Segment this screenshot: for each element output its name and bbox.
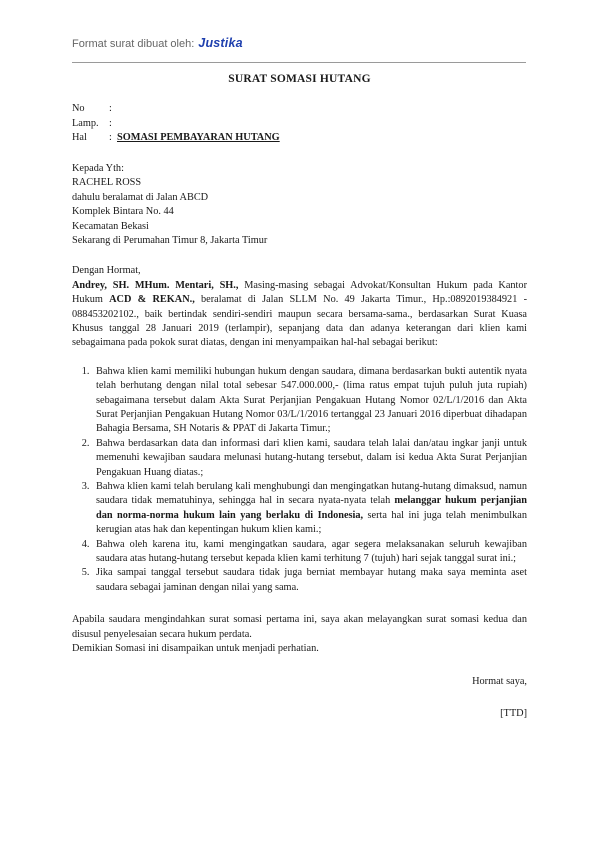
list-item: 4. Bahwa oleh karena itu, kami mengingatkan saudara, agar segera melaksanakan seluruh kewajiban saudara atas hutang-hutang tersebut kepada klien kami terhitung 7 (tujuh) hari sejak tanggal surat ini.; (92, 538, 527, 567)
signoff: Hormat saya, (472, 675, 527, 687)
signature: [TTD] (500, 707, 527, 719)
meta-row-no: No : (72, 102, 527, 117)
list-item: 1. Bahwa klien kami memiliki hubungan hukum dengan saudara, dimana berdasarkan bukti autentik nyata telah berhutang dengan nilal total sebesar 547.000.000,- (lima ratus empat tujuh puluh juta rupiah) sebagaimana tersebut dalam Akta Surat Perjanjian Pengakuan Hutang Nomor 02/L/1/2016 dan Akta Surat Perjanjian Pengakuan Hutang Nomor 03/L/1/2016 tertanggal 23 Januari 2016 diperbuat dihadapan Bahagia Bersama, SH Notaris & PPAT di Jakarta Timur.; (92, 365, 527, 437)
meta-row-hal: Hal : SOMASI PEMBAYARAN HUTANG (72, 131, 527, 146)
closing-paragraph: Apabila saudara mengindahkan surat somasi pertama ini, saya akan melayangkan surat somasi kedua dan disusul penyelesaian secara hukum perdata. (72, 614, 527, 640)
meta-label: Hal (72, 132, 87, 144)
letter-title: SURAT SOMASI HUTANG (228, 73, 371, 85)
header-caption: Format surat dibuat oleh: (72, 38, 195, 50)
closing-statement: Demikian Somasi ini disampaikan untuk menjadi perhatian. (72, 643, 319, 655)
intro-firm: ACD & REKAN., (109, 294, 195, 306)
page-header (72, 36, 243, 50)
meta-label: Lamp. (72, 117, 99, 129)
letter-body (72, 72, 527, 721)
meta-value (117, 117, 527, 132)
recipient-line: Kepada Yth: (72, 162, 124, 174)
emphasis-text: melanggar hukum perjanjian dan norma-norma hukum lain yang berlaku di Indonesia, (96, 495, 528, 521)
meta-row-lamp: Lamp. : (72, 117, 527, 132)
header-divider (72, 62, 526, 63)
letter-subject: SOMASI PEMBAYARAN HUTANG (117, 132, 280, 144)
meta-label: No (72, 103, 85, 115)
list-item: 2. Bahwa berdasarkan data dan informasi dari klien kami, saudara telah lalai dan/atau ingkar janji untuk memenuhi kewajiban saudara melunasi hutang-hutang tersebut, dalam isi kedua Akta Surat Perjanjian Pengakuan Huang diatas.; (92, 437, 527, 480)
recipient-line: Sekarang di Perumahan Timur 8, Jakarta Timur (72, 234, 268, 246)
recipient-line: Komplek Bintara No. 44 (72, 206, 174, 218)
list-item: 3. Bahwa klien kami telah berulang kali menghubungi dan mengingatkan hutang-hutang dimaksud, namun saudara tidak mematuhinya, sehingga hal in secara nyata-nyata telah melanggar hukum perjanjian dan norma-norma hukum lain yang berlaku di Indonesia, serta hal ini juga telah menimbulkan kerugian atas hak dan kepentingan hukum klien kami.; (92, 480, 527, 538)
greeting: Dengan Hormat, (72, 265, 141, 277)
list-item: 5. Jika sampai tanggal tersebut saudara tidak juga berniat membayar hutang maka saya meminta aset saudara sebagai jaminan dengan nilai yang sama. (92, 566, 527, 595)
points-list (72, 365, 527, 596)
intro-parties: Andrey, SH. MHum. Mentari, SH., (72, 279, 239, 291)
recipient-line: dahulu beralamat di Jalan ABCD (72, 191, 209, 203)
justika-logo: Justika (198, 36, 243, 50)
meta-value (117, 102, 527, 117)
letter-meta (72, 102, 527, 146)
recipient-line: Kecamatan Bekasi (72, 220, 149, 232)
intro-paragraph: Andrey, SH. MHum. Mentari, SH., Masing-masing sebagai Advokat/Konsultan Hukum pada Kantor Hukum ACD & REKAN., beralamat di Jalan SLLM No. 49 Jakarta Timur., Hp.:0892019384921 - 088453202102., baik bertindak sendiri-sendiri maupun secara bersama-sama., berdasarkan Surat Kuasa Khusus tanggal 28 Januari 2019 (terlampir), sepanjang data dan adanya keterangan dari klien kami sebagaimana pada pokok surat diatas, dengan ini menyampaikan hal-hal sebagai berikut: (72, 279, 528, 349)
recipient-name: RACHEL ROSS (72, 177, 142, 189)
recipient-block (72, 162, 527, 248)
